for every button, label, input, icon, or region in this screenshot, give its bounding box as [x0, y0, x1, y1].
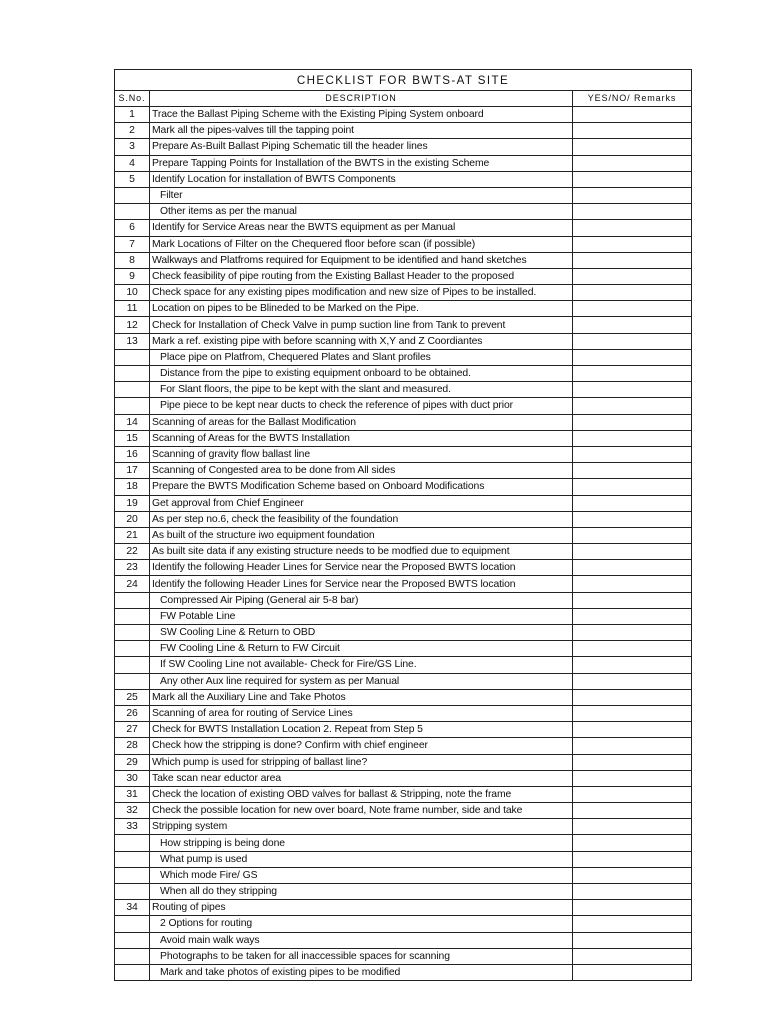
row-number: 2: [115, 123, 150, 139]
row-description: Prepare Tapping Points for Installation of the BWTS in the existing Scheme: [150, 155, 573, 171]
row-number: 28: [115, 738, 150, 754]
row-remarks-cell[interactable]: [573, 673, 692, 689]
table-row: [115, 770, 692, 786]
row-description: Any other Aux line required for system as per Manual: [150, 673, 573, 689]
row-remarks-cell[interactable]: [573, 252, 692, 268]
row-description: FW Potable Line: [150, 608, 573, 624]
row-number: 21: [115, 527, 150, 543]
row-remarks-cell[interactable]: [573, 770, 692, 786]
row-description: As per step no.6, check the feasibility of the foundation: [150, 511, 573, 527]
row-remarks-cell[interactable]: [573, 220, 692, 236]
title-row: [115, 70, 692, 91]
table-row: [115, 705, 692, 721]
row-number: [115, 382, 150, 398]
row-description: As built of the structure iwo equipment foundation: [150, 527, 573, 543]
row-remarks-cell[interactable]: [573, 560, 692, 576]
table-row: [115, 123, 692, 139]
table-row: [115, 673, 692, 689]
row-number: 10: [115, 285, 150, 301]
row-number: 16: [115, 446, 150, 462]
row-remarks-cell[interactable]: [573, 786, 692, 802]
table-row: [115, 511, 692, 527]
table-row: [115, 414, 692, 430]
row-remarks-cell[interactable]: [573, 317, 692, 333]
row-number: 5: [115, 171, 150, 187]
table-row: [115, 592, 692, 608]
row-description: Check how the stripping is done? Confirm with chief engineer: [150, 738, 573, 754]
row-remarks-cell[interactable]: [573, 803, 692, 819]
row-number: [115, 349, 150, 365]
row-number: [115, 884, 150, 900]
row-description: When all do they stripping: [150, 884, 573, 900]
row-description: Scanning of Congested area to be done from All sides: [150, 463, 573, 479]
row-description: Photographs to be taken for all inaccessible spaces for scanning: [150, 948, 573, 964]
table-row: [115, 382, 692, 398]
row-number: 26: [115, 705, 150, 721]
row-number: 11: [115, 301, 150, 317]
row-description: Scanning of area for routing of Service Lines: [150, 705, 573, 721]
row-description: Check the location of existing OBD valves for ballast & Stripping, note the frame: [150, 786, 573, 802]
row-description: Identify the following Header Lines for Service near the Proposed BWTS location: [150, 560, 573, 576]
row-number: [115, 916, 150, 932]
row-description: Check space for any existing pipes modification and new size of Pipes to be installed.: [150, 285, 573, 301]
table-row: [115, 900, 692, 916]
row-remarks-cell[interactable]: [573, 463, 692, 479]
table-row: [115, 948, 692, 964]
row-number: [115, 964, 150, 980]
row-remarks-cell[interactable]: [573, 123, 692, 139]
row-remarks-cell[interactable]: [573, 835, 692, 851]
table-row: [115, 252, 692, 268]
row-number: 15: [115, 430, 150, 446]
row-number: [115, 673, 150, 689]
row-remarks-cell[interactable]: [573, 414, 692, 430]
table-row: [115, 964, 692, 980]
row-number: 34: [115, 900, 150, 916]
table-row: [115, 187, 692, 203]
table-row: [115, 835, 692, 851]
row-description: Mark Locations of Filter on the Chequered floor before scan (if possible): [150, 236, 573, 252]
table-row: [115, 479, 692, 495]
row-description: Check the possible location for new over board, Note frame number, side and take: [150, 803, 573, 819]
table-row: [115, 139, 692, 155]
row-remarks-cell[interactable]: [573, 398, 692, 414]
row-remarks-cell[interactable]: [573, 285, 692, 301]
row-number: 3: [115, 139, 150, 155]
row-description: Prepare the BWTS Modification Scheme based on Onboard Modifications: [150, 479, 573, 495]
row-number: [115, 398, 150, 414]
row-number: 32: [115, 803, 150, 819]
row-description: Routing of pipes: [150, 900, 573, 916]
table-row: [115, 819, 692, 835]
row-number: 23: [115, 560, 150, 576]
row-remarks-cell[interactable]: [573, 754, 692, 770]
row-number: 19: [115, 495, 150, 511]
row-description: Check for Installation of Check Valve in pump suction line from Tank to prevent: [150, 317, 573, 333]
table-row: [115, 398, 692, 414]
table-row: [115, 916, 692, 932]
row-description: For Slant floors, the pipe to be kept with the slant and measured.: [150, 382, 573, 398]
row-remarks-cell[interactable]: [573, 430, 692, 446]
row-description: Walkways and Platfroms required for Equipment to be identified and hand sketches: [150, 252, 573, 268]
row-number: 25: [115, 689, 150, 705]
row-number: 12: [115, 317, 150, 333]
table-row: [115, 803, 692, 819]
row-number: [115, 592, 150, 608]
row-remarks-cell[interactable]: [573, 479, 692, 495]
row-remarks-cell[interactable]: [573, 948, 692, 964]
table-row: [115, 236, 692, 252]
row-remarks-cell[interactable]: [573, 576, 692, 592]
row-number: [115, 608, 150, 624]
row-description: Check feasibility of pipe routing from the Existing Ballast Header to the proposed: [150, 268, 573, 284]
row-description: Identify for Service Areas near the BWTS equipment as per Manual: [150, 220, 573, 236]
table-row: [115, 317, 692, 333]
header-description: DESCRIPTION: [150, 91, 573, 107]
row-description: Filter: [150, 187, 573, 203]
table-row: [115, 107, 692, 123]
table-row: [115, 544, 692, 560]
table-row: [115, 204, 692, 220]
row-remarks-cell[interactable]: [573, 867, 692, 883]
table-row: [115, 333, 692, 349]
table-row: [115, 786, 692, 802]
table-row: [115, 657, 692, 673]
row-description: Avoid main walk ways: [150, 932, 573, 948]
row-remarks-cell[interactable]: [573, 722, 692, 738]
row-remarks-cell[interactable]: [573, 107, 692, 123]
row-description: Scanning of areas for the Ballast Modification: [150, 414, 573, 430]
row-remarks-cell[interactable]: [573, 527, 692, 543]
row-description: If SW Cooling Line not available- Check for Fire/GS Line.: [150, 657, 573, 673]
row-remarks-cell[interactable]: [573, 544, 692, 560]
row-number: 31: [115, 786, 150, 802]
row-number: [115, 366, 150, 382]
table-row: [115, 689, 692, 705]
table-row: [115, 220, 692, 236]
row-description: Mark all the pipes-valves till the tapping point: [150, 123, 573, 139]
row-remarks-cell[interactable]: [573, 916, 692, 932]
row-remarks-cell[interactable]: [573, 204, 692, 220]
row-description: Mark all the Auxiliary Line and Take Photos: [150, 689, 573, 705]
row-number: 20: [115, 511, 150, 527]
row-remarks-cell[interactable]: [573, 608, 692, 624]
row-number: [115, 657, 150, 673]
table-row: [115, 625, 692, 641]
row-remarks-cell[interactable]: [573, 641, 692, 657]
row-number: 7: [115, 236, 150, 252]
row-description: Compressed Air Piping (General air 5-8 bar): [150, 592, 573, 608]
row-description: Prepare As-Built Ballast Piping Schematic till the header lines: [150, 139, 573, 155]
row-description: FW Cooling Line & Return to FW Circuit: [150, 641, 573, 657]
row-remarks-cell[interactable]: [573, 366, 692, 382]
row-remarks-cell[interactable]: [573, 187, 692, 203]
row-number: 18: [115, 479, 150, 495]
row-number: [115, 867, 150, 883]
row-description: Take scan near eductor area: [150, 770, 573, 786]
row-number: 1: [115, 107, 150, 123]
table-row: [115, 560, 692, 576]
row-number: 9: [115, 268, 150, 284]
table-row: [115, 155, 692, 171]
row-description: Which mode Fire/ GS: [150, 867, 573, 883]
row-description: Other items as per the manual: [150, 204, 573, 220]
row-remarks-cell[interactable]: [573, 333, 692, 349]
row-description: Identify the following Header Lines for Service near the Proposed BWTS location: [150, 576, 573, 592]
row-number: 6: [115, 220, 150, 236]
table-row: [115, 171, 692, 187]
row-description: Pipe piece to be kept near ducts to check the reference of pipes with duct prior: [150, 398, 573, 414]
row-remarks-cell[interactable]: [573, 900, 692, 916]
row-number: [115, 625, 150, 641]
row-remarks-cell[interactable]: [573, 705, 692, 721]
row-description: Stripping system: [150, 819, 573, 835]
row-remarks-cell[interactable]: [573, 689, 692, 705]
row-number: 30: [115, 770, 150, 786]
row-number: 33: [115, 819, 150, 835]
row-description: How stripping is being done: [150, 835, 573, 851]
row-remarks-cell[interactable]: [573, 964, 692, 980]
table-row: [115, 301, 692, 317]
table-row: [115, 738, 692, 754]
row-number: [115, 204, 150, 220]
table-row: [115, 884, 692, 900]
row-number: [115, 851, 150, 867]
checklist-table: [114, 69, 692, 981]
row-number: 22: [115, 544, 150, 560]
row-description: Get approval from Chief Engineer: [150, 495, 573, 511]
row-remarks-cell[interactable]: [573, 738, 692, 754]
row-description: Check for BWTS Installation Location 2. Repeat from Step 5: [150, 722, 573, 738]
row-number: 27: [115, 722, 150, 738]
checklist-title: CHECKLIST FOR BWTS-AT SITE: [115, 70, 692, 91]
row-number: [115, 835, 150, 851]
row-number: 17: [115, 463, 150, 479]
row-description: Identify Location for installation of BWTS Components: [150, 171, 573, 187]
table-row: [115, 268, 692, 284]
row-remarks-cell[interactable]: [573, 511, 692, 527]
row-remarks-cell[interactable]: [573, 301, 692, 317]
row-description: Location on pipes to be Blineded to be Marked on the Pipe.: [150, 301, 573, 317]
row-number: 8: [115, 252, 150, 268]
row-remarks-cell[interactable]: [573, 268, 692, 284]
row-description: Mark a ref. existing pipe with before scanning with X,Y and Z Coordiantes: [150, 333, 573, 349]
row-remarks-cell[interactable]: [573, 851, 692, 867]
header-remarks: YES/NO/ Remarks: [573, 91, 692, 107]
table-row: [115, 495, 692, 511]
table-row: [115, 349, 692, 365]
table-row: [115, 722, 692, 738]
row-number: 29: [115, 754, 150, 770]
row-number: [115, 932, 150, 948]
table-row: [115, 867, 692, 883]
row-remarks-cell[interactable]: [573, 625, 692, 641]
table-row: [115, 851, 692, 867]
row-description: Distance from the pipe to existing equipment onboard to be obtained.: [150, 366, 573, 382]
row-number: 13: [115, 333, 150, 349]
row-remarks-cell[interactable]: [573, 495, 692, 511]
row-number: [115, 948, 150, 964]
row-description: Mark and take photos of existing pipes to be modified: [150, 964, 573, 980]
table-row: [115, 576, 692, 592]
row-remarks-cell[interactable]: [573, 155, 692, 171]
row-description: Scanning of Areas for the BWTS Installation: [150, 430, 573, 446]
table-row: [115, 430, 692, 446]
row-description: What pump is used: [150, 851, 573, 867]
row-description: SW Cooling Line & Return to OBD: [150, 625, 573, 641]
table-row: [115, 366, 692, 382]
row-remarks-cell[interactable]: [573, 382, 692, 398]
row-remarks-cell[interactable]: [573, 884, 692, 900]
row-description: As built site data if any existing structure needs to be modfied due to equipment: [150, 544, 573, 560]
table-row: [115, 446, 692, 462]
row-description: Scanning of gravity flow ballast line: [150, 446, 573, 462]
header-sno: S.No.: [115, 91, 150, 107]
row-number: 24: [115, 576, 150, 592]
table-row: [115, 932, 692, 948]
row-description: 2 Options for routing: [150, 916, 573, 932]
checklist-rows: [115, 107, 692, 981]
row-remarks-cell[interactable]: [573, 171, 692, 187]
header-row: [115, 91, 692, 107]
row-description: Trace the Ballast Piping Scheme with the Existing Piping System onboard: [150, 107, 573, 123]
row-number: 4: [115, 155, 150, 171]
row-description: Place pipe on Platfrom, Chequered Plates and Slant profiles: [150, 349, 573, 365]
row-remarks-cell[interactable]: [573, 592, 692, 608]
row-remarks-cell[interactable]: [573, 657, 692, 673]
table-row: [115, 608, 692, 624]
row-number: [115, 187, 150, 203]
row-remarks-cell[interactable]: [573, 446, 692, 462]
row-description: Which pump is used for stripping of ballast line?: [150, 754, 573, 770]
table-row: [115, 527, 692, 543]
row-number: [115, 641, 150, 657]
row-remarks-cell[interactable]: [573, 932, 692, 948]
row-remarks-cell[interactable]: [573, 349, 692, 365]
table-row: [115, 754, 692, 770]
row-remarks-cell[interactable]: [573, 236, 692, 252]
table-row: [115, 285, 692, 301]
table-row: [115, 641, 692, 657]
row-remarks-cell[interactable]: [573, 819, 692, 835]
row-remarks-cell[interactable]: [573, 139, 692, 155]
table-row: [115, 463, 692, 479]
row-number: 14: [115, 414, 150, 430]
